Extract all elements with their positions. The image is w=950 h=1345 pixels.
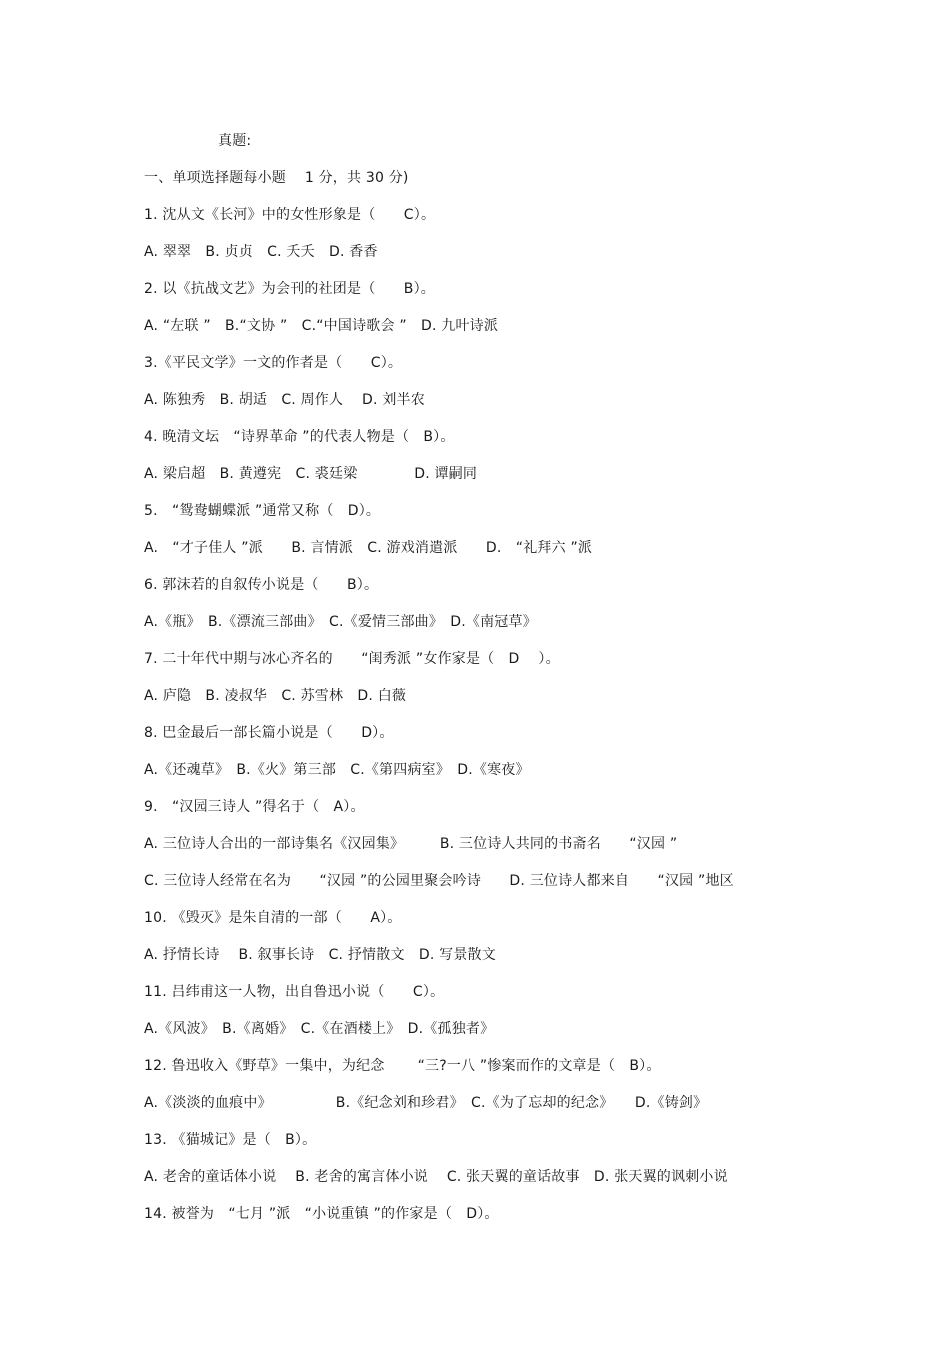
- question-6: 6. 郭沫若的自叙传小说是（ B）。: [144, 577, 379, 593]
- question-1: 1. 沈从文《长河》中的女性形象是（ C）。: [144, 207, 436, 223]
- question-14: 14. 被誉为 “七月 ”派 “小说重镇 ”的作家是（ D）。: [144, 1206, 499, 1222]
- section-heading: 一、单项选择题每小题 1 分，共 30 分): [144, 170, 409, 186]
- options-8: A.《还魂草》 B.《火》第三部 C.《第四病室》 D.《寒夜》: [144, 762, 530, 778]
- options-9-cd: C. 三位诗人经常在名为 “汉园 ”的公园里聚会吟诗 D. 三位诗人都来自 “汉园 ”地区: [144, 873, 734, 889]
- question-3: 3.《平民文学》一文的作者是（ C）。: [144, 355, 403, 371]
- options-6: A.《瓶》 B.《漂流三部曲》 C.《爱情三部曲》 D.《南冠草》: [144, 614, 537, 630]
- question-2: 2. 以《抗战文艺》为会刊的社团是（ B）。: [144, 281, 436, 297]
- options-2: A. “左联 ” B.“文协 ” C.“中国诗歌会 ” D. 九叶诗派: [144, 318, 499, 334]
- question-11: 11. 吕纬甫这一人物，出自鲁迅小说（ C）。: [144, 984, 445, 1000]
- question-4: 4. 晚清文坛 “诗界革命 ”的代表人物是（ B）。: [144, 429, 455, 445]
- options-9-ab: A. 三位诗人合出的一部诗集名《汉园集》 B. 三位诗人共同的书斋名 “汉园 ”: [144, 836, 678, 852]
- options-10: A. 抒情长诗 B. 叙事长诗 C. 抒情散文 D. 写景散文: [144, 947, 496, 963]
- question-5: 5. “鸳鸯蝴蝶派 ”通常又称（ D）。: [144, 503, 381, 519]
- options-3: A. 陈独秀 B. 胡适 C. 周作人 D. 刘半农: [144, 392, 425, 408]
- question-13: 13. 《猫城记》是（ B）。: [144, 1132, 317, 1148]
- options-7: A. 庐隐 B. 凌叔华 C. 苏雪林 D. 白薇: [144, 688, 407, 704]
- options-13: A. 老舍的童话体小说 B. 老舍的寓言体小说 C. 张天翼的童话故事 D. 张天翼的讽刺小说: [144, 1169, 728, 1185]
- question-8: 8. 巴金最后一部长篇小说是（ D）。: [144, 725, 394, 741]
- question-7: 7. 二十年代中期与冰心齐名的 “闺秀派 ”女作家是（ D ）。: [144, 651, 560, 667]
- options-4: A. 梁启超 B. 黄遵宪 C. 裘廷梁 D. 谭嗣同: [144, 466, 478, 482]
- options-12: A.《淡淡的血痕中》 B.《纪念刘和珍君》 C.《为了忘却的纪念》 D.《铸剑》: [144, 1095, 708, 1111]
- question-9: 9. “汉园三诗人 ”得名于（ A）。: [144, 799, 365, 815]
- options-1: A. 翠翠 B. 贞贞 C. 夭夭 D. 香香: [144, 244, 378, 260]
- page-title: 真题:: [218, 133, 252, 149]
- options-11: A.《风波》 B.《离婚》 C.《在酒楼上》 D.《孤独者》: [144, 1021, 495, 1037]
- options-5: A. “才子佳人 ”派 B. 言情派 C. 游戏消遣派 D. “礼拜六 ”派: [144, 540, 593, 556]
- question-10: 10. 《毁灭》是朱自清的一部（ A）。: [144, 910, 402, 926]
- question-12: 12. 鲁迅收入《野草》一集中，为纪念 “三?一八 ”惨案而作的文章是（ B）。: [144, 1058, 661, 1074]
